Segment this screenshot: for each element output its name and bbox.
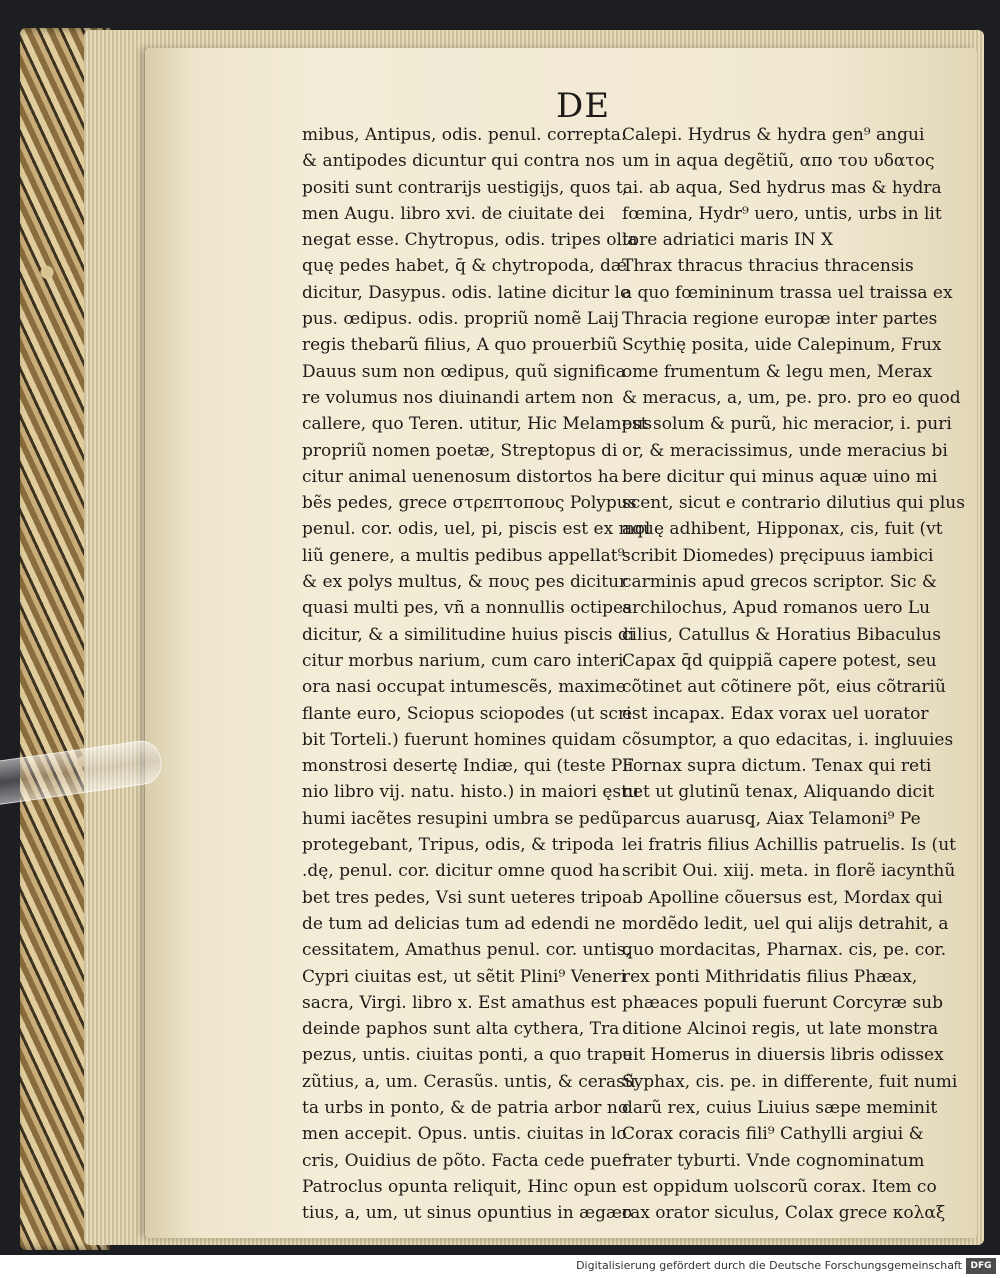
text-line: men accepit. Opus. untis. ciuitas in lo: [302, 1124, 627, 1145]
text-line: cris, Ouidius de põto. Facta cede puer: [302, 1150, 630, 1171]
text-line: ab Apolline cõuersus est, Mordax qui: [622, 887, 943, 908]
text-line: carminis apud grecos scriptor. Sic &: [622, 572, 938, 593]
left-text-column: [302, 122, 653, 1226]
text-line: est solum & purũ, hic meracior, i. puri: [622, 414, 952, 435]
text-line: & antipodes dicuntur qui contra nos: [302, 151, 615, 172]
text-line: scribit Oui. xiij. meta. in florẽ iacynthũ: [622, 861, 956, 882]
funding-notice: Digitalisierung gefördert durch die Deutsche Forschungsgemeinschaft: [576, 1259, 962, 1272]
text-line: pezus, untis. ciuitas ponti, a quo trape: [302, 1045, 633, 1066]
text-line: Syphax, cis. pe. in differente, fuit numi: [622, 1071, 958, 1092]
text-line: est incapax. Edax vorax uel uorator: [622, 703, 929, 724]
text-line: scent, sicut e contrario dilutius qui plus: [622, 493, 965, 514]
text-line: negat esse. Chytropus, odis. tripes olla: [302, 230, 638, 251]
text-line: & meracus, a, um, pe. pro. pro eo quod: [622, 387, 961, 408]
text-line: citur morbus narium, cum caro interi: [302, 650, 624, 671]
text-line: or, & meracissimus, unde meracius bi: [622, 440, 948, 461]
text-line: mordẽdo ledit, uel qui alijs detrahit, a: [622, 913, 949, 934]
text-line: lei fratris filius Achillis patruelis. Is (ut: [622, 835, 956, 856]
text-line: regis thebarũ filius, A quo prouerbiũ: [302, 335, 618, 356]
text-line: cilius, Catullus & Horatius Bibaculus: [622, 624, 941, 645]
text-line: ditione Alcinoi regis, ut late monstra: [622, 1019, 939, 1040]
text-line: bere dicitur qui minus aquæ uino mi: [622, 466, 938, 487]
text-line: tore adriatici maris IN X: [622, 230, 834, 251]
text-line: positi sunt contrarijs uestigijs, quos ta: [302, 177, 633, 198]
text-line: darũ rex, cuius Liuius sæpe meminit: [622, 1097, 938, 1118]
text-line: Thracia regione europæ inter partes: [622, 309, 938, 330]
text-line: monstrosi desertę Indiæ, qui (teste Pli: [302, 756, 634, 777]
text-line: est oppidum uolscorũ corax. Item co: [622, 1176, 937, 1197]
text-line: a quo fœmininum trassa uel traissa ex: [622, 282, 953, 303]
text-line: zũtius, a, um. Cerasũs. untis, & cerasũ: [302, 1071, 636, 1092]
text-line: flante euro, Sciopus sciopodes (ut scri: [302, 703, 632, 724]
text-line: um in aqua degẽtiũ, απο του υδατος: [622, 151, 935, 172]
text-line: Patroclus opunta reliquit, Hinc opun: [302, 1176, 617, 1197]
text-line: deinde paphos sunt alta cythera, Tra: [302, 1019, 620, 1040]
text-line: sacra, Virgi. libro x. Est amathus est: [302, 992, 617, 1013]
text-line: tius, a, um, ut sinus opuntius in ægæo: [302, 1203, 633, 1224]
text-line: Scythię posita, uide Calepinum, Frux: [622, 335, 942, 356]
text-line: protegebant, Tripus, odis, & tripoda: [302, 835, 615, 856]
text-line: quę pedes habet, q̄ & chytropoda, dæ: [302, 256, 627, 277]
footer-bar: [0, 1255, 1000, 1278]
text-line: bit Torteli.) fuerunt homines quidam: [302, 729, 616, 750]
text-line: cessitatem, Amathus penul. cor. untis,: [302, 940, 631, 961]
text-line: bẽs pedes, grece στρεπτοπους Polypus: [302, 493, 637, 514]
text-line: quo mordacitas, Pharnax. cis, pe. cor.: [622, 940, 947, 961]
text-line: uit Homerus in diuersis libris odissex: [622, 1045, 944, 1066]
text-line: Dauus sum non œdipus, quũ significa: [302, 361, 626, 382]
text-line: quasi multi pes, vñ a nonnullis octipes: [302, 598, 632, 619]
text-line: nio libro vij. natu. histo.) in maiori ęstu: [302, 782, 639, 803]
page-heading: DE: [555, 86, 611, 126]
text-line: , i. ab aqua, Sed hydrus mas & hydra: [622, 177, 942, 198]
text-line: cõsumptor, a quo edacitas, i. ingluuies: [622, 729, 954, 750]
text-line: Thrax thracus thracius thracensis: [622, 256, 914, 277]
text-line: rax orator siculus, Colax grece κολαξ: [622, 1203, 946, 1224]
text-line: bet tres pedes, Vsi sunt ueteres tripo: [302, 887, 623, 908]
text-line: pus. œdipus. odis. propriũ nomẽ Laij: [302, 309, 619, 330]
text-line: propriũ nomen poetæ, Streptopus di: [302, 440, 618, 461]
text-line: penul. cor. odis, uel, pi, piscis est ex mol: [302, 519, 651, 540]
text-line: aquę adhibent, Hipponax, cis, fuit (vt: [622, 519, 943, 540]
text-line: ome frumentum & legu men, Merax: [622, 361, 933, 382]
text-line: Corax coracis fili⁹ Cathylli argiui &: [622, 1124, 924, 1145]
text-line: Fornax supra dictum. Tenax qui reti: [622, 756, 932, 777]
text-line: frater tyburti. Vnde cognominatum: [622, 1150, 925, 1171]
text-line: cõtinet aut cõtinere põt, eius cõtrariũ: [622, 677, 946, 698]
text-line: ora nasi occupat intumescẽs, maxime: [302, 677, 626, 698]
text-line: mibus, Antipus, odis. penul. correpta.: [302, 125, 627, 145]
text-line: & ex polys multus, & πους pes dicitur: [302, 572, 628, 593]
dfg-logo: DFG: [966, 1258, 996, 1274]
text-line: scribit Diomedes) pręcipuus iambici: [622, 545, 934, 566]
text-line: dicitur, & a similitudine huius piscis di: [302, 624, 635, 645]
text-line: citur animal uenenosum distortos ha: [302, 466, 619, 487]
text-line: dicitur, Dasypus. odis. latine dicitur le: [302, 282, 631, 303]
text-line: callere, quo Teren. utitur, Hic Melampus: [302, 414, 653, 435]
text-line: rex ponti Mithridatis filius Phæax,: [622, 966, 918, 987]
text-line: parcus auarusq̧, Aiax Telamoni⁹ Pe: [622, 808, 921, 829]
text-line: Cypri ciuitas est, ut sẽtit Plini⁹ Veneri: [302, 966, 627, 987]
text-line: Capax q̄d quippiã capere potest, seu: [622, 650, 937, 671]
text-line: de tum ad delicias tum ad edendi ne: [302, 913, 616, 934]
text-line: .dę, penul. cor. dicitur omne quod ha: [302, 861, 620, 882]
text-line: re volumus nos diuinandi artem non: [302, 387, 614, 408]
text-line: ta urbs in ponto, & de patria arbor no: [302, 1097, 629, 1118]
text-line: phæaces populi fuerunt Corcyræ sub: [622, 992, 943, 1013]
right-text-column: [622, 122, 965, 1226]
text-line: archilochus, Apud romanos uero Lu: [622, 598, 931, 619]
text-line: men Augu. libro xvi. de ciuitate dei: [302, 203, 605, 224]
text-line: liũ genere, a multis pedibus appellat⁹: [302, 545, 625, 566]
text-line: fœmina, Hydr⁹ uero, untis, urbs in lit: [622, 203, 942, 224]
text-line: Calepi. Hydrus & hydra gen⁹ angui: [622, 125, 925, 145]
text-line: net ut glutinũ tenax, Aliquando dicit: [622, 782, 935, 803]
text-line: humi iacẽtes resupini umbra se pedũ: [302, 808, 622, 829]
